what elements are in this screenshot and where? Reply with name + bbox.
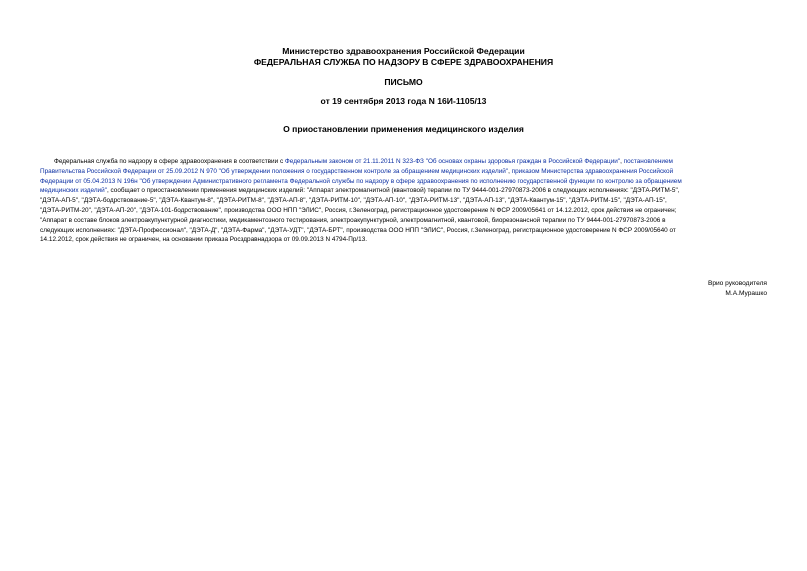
signature-title: Врио руководителя bbox=[707, 280, 767, 287]
body-line bbox=[40, 186, 807, 196]
body-text-segment: , bbox=[620, 158, 624, 165]
ministry-order-link[interactable]: приказом Министерства здравоохранения Российской bbox=[511, 167, 674, 175]
body-text-segment: , bbox=[508, 167, 512, 175]
body-line: "Аппарат в составе блоков электроакупунктурной диагностики, медикаментозного тестирования, электроакупунктурной, электромагнитной, квантовой, биорезонансной терапии по ТУ 9444-001-27970873-2006 в bbox=[40, 216, 666, 224]
document-date-number: от 19 сентября 2013 года N 16И-1105/13 bbox=[320, 96, 487, 106]
ministry-order-link-cont[interactable]: Федерации от 05.04.2013 N 196н "Об утверждении Административного регламента Федеральной службы по надзору в сфере здравоохранения по исполнению государственной функции по контролю за обращением bbox=[40, 177, 682, 185]
government-decree-link[interactable]: постановлением bbox=[623, 158, 673, 165]
body-line: "ДЭТА-РИТМ-20", "ДЭТА-АП-20", "ДЭТА-101-бодрствование", производства ООО НПП "ЭЛИС", Россия, г.Зеленоград, регистрационное удостоверение N ФСР 2009/05641 от 14.12.2012, срок действия не ограничен; bbox=[40, 206, 677, 214]
body-text-segment: Федеральная служба по надзору в сфере здравоохранения в соответствии с bbox=[54, 158, 285, 165]
ministry-name: Министерство здравоохранения Российской Федерации bbox=[282, 46, 525, 56]
signature-name: М.А.Мурашко bbox=[725, 290, 767, 297]
document-subject: О приостановлении применения медицинского изделия bbox=[283, 124, 524, 134]
body-text-segment: , сообщает о приостановлении применения медицинских изделий: "Аппарат электромагнитной (квантовой) терапии по ТУ 9444-001-27970873-2006 в следующих исполнениях: "ДЭТА-РИТМ-5", bbox=[106, 187, 680, 195]
document-type: ПИСЬМО bbox=[384, 77, 423, 87]
letter-body bbox=[40, 157, 807, 245]
body-line bbox=[40, 157, 807, 167]
body-line bbox=[40, 167, 807, 177]
ministry-order-link-end[interactable]: медицинских изделий" bbox=[40, 187, 107, 195]
government-decree-link-cont[interactable]: Правительства Российской Федерации от 25.09.2012 N 970 "Об утверждении положения о государственном контроле за обращением медицинских изделий" bbox=[40, 167, 509, 175]
service-name: ФЕДЕРАЛЬНАЯ СЛУЖБА ПО НАДЗОРУ В СФЕРЕ ЗДРАВООХРАНЕНИЯ bbox=[253, 57, 554, 67]
body-line: "ДЭТА-АП-5", "ДЭТА-бодрствование-5", "ДЭТА-Квантум-8", "ДЭТА-РИТМ-8", "ДЭТА-АП-8", "ДЭТА-РИТМ-10", "ДЭТА-АП-10", "ДЭТА-РИТМ-13", "ДЭТА-АП-13", "ДЭТА-Квантум-15", "ДЭТА-РИТМ-15", "ДЭТА-АП-15", bbox=[40, 197, 667, 205]
federal-law-link[interactable]: Федеральным законом от 21.11.2011 N 323-ФЗ "Об основах охраны здоровья граждан в Российской Федерации" bbox=[284, 158, 621, 165]
body-line: следующих исполнениях: "ДЭТА-Профессионал", "ДЭТА-Д", "ДЭТА-Фарма", "ДЭТА-УДТ", "ДЭТА-БРТ", производства ООО НПП "ЭЛИС", Россия, г.Зеленоград, регистрационное удостоверение N ФСР 2009/05640 от bbox=[40, 226, 676, 234]
body-line: 14.12.2012, срок действия не ограничен, на основании приказа Росздравнадзора от 09.09.2013 N 4794-Пр/13. bbox=[40, 236, 368, 244]
body-line bbox=[40, 177, 807, 187]
